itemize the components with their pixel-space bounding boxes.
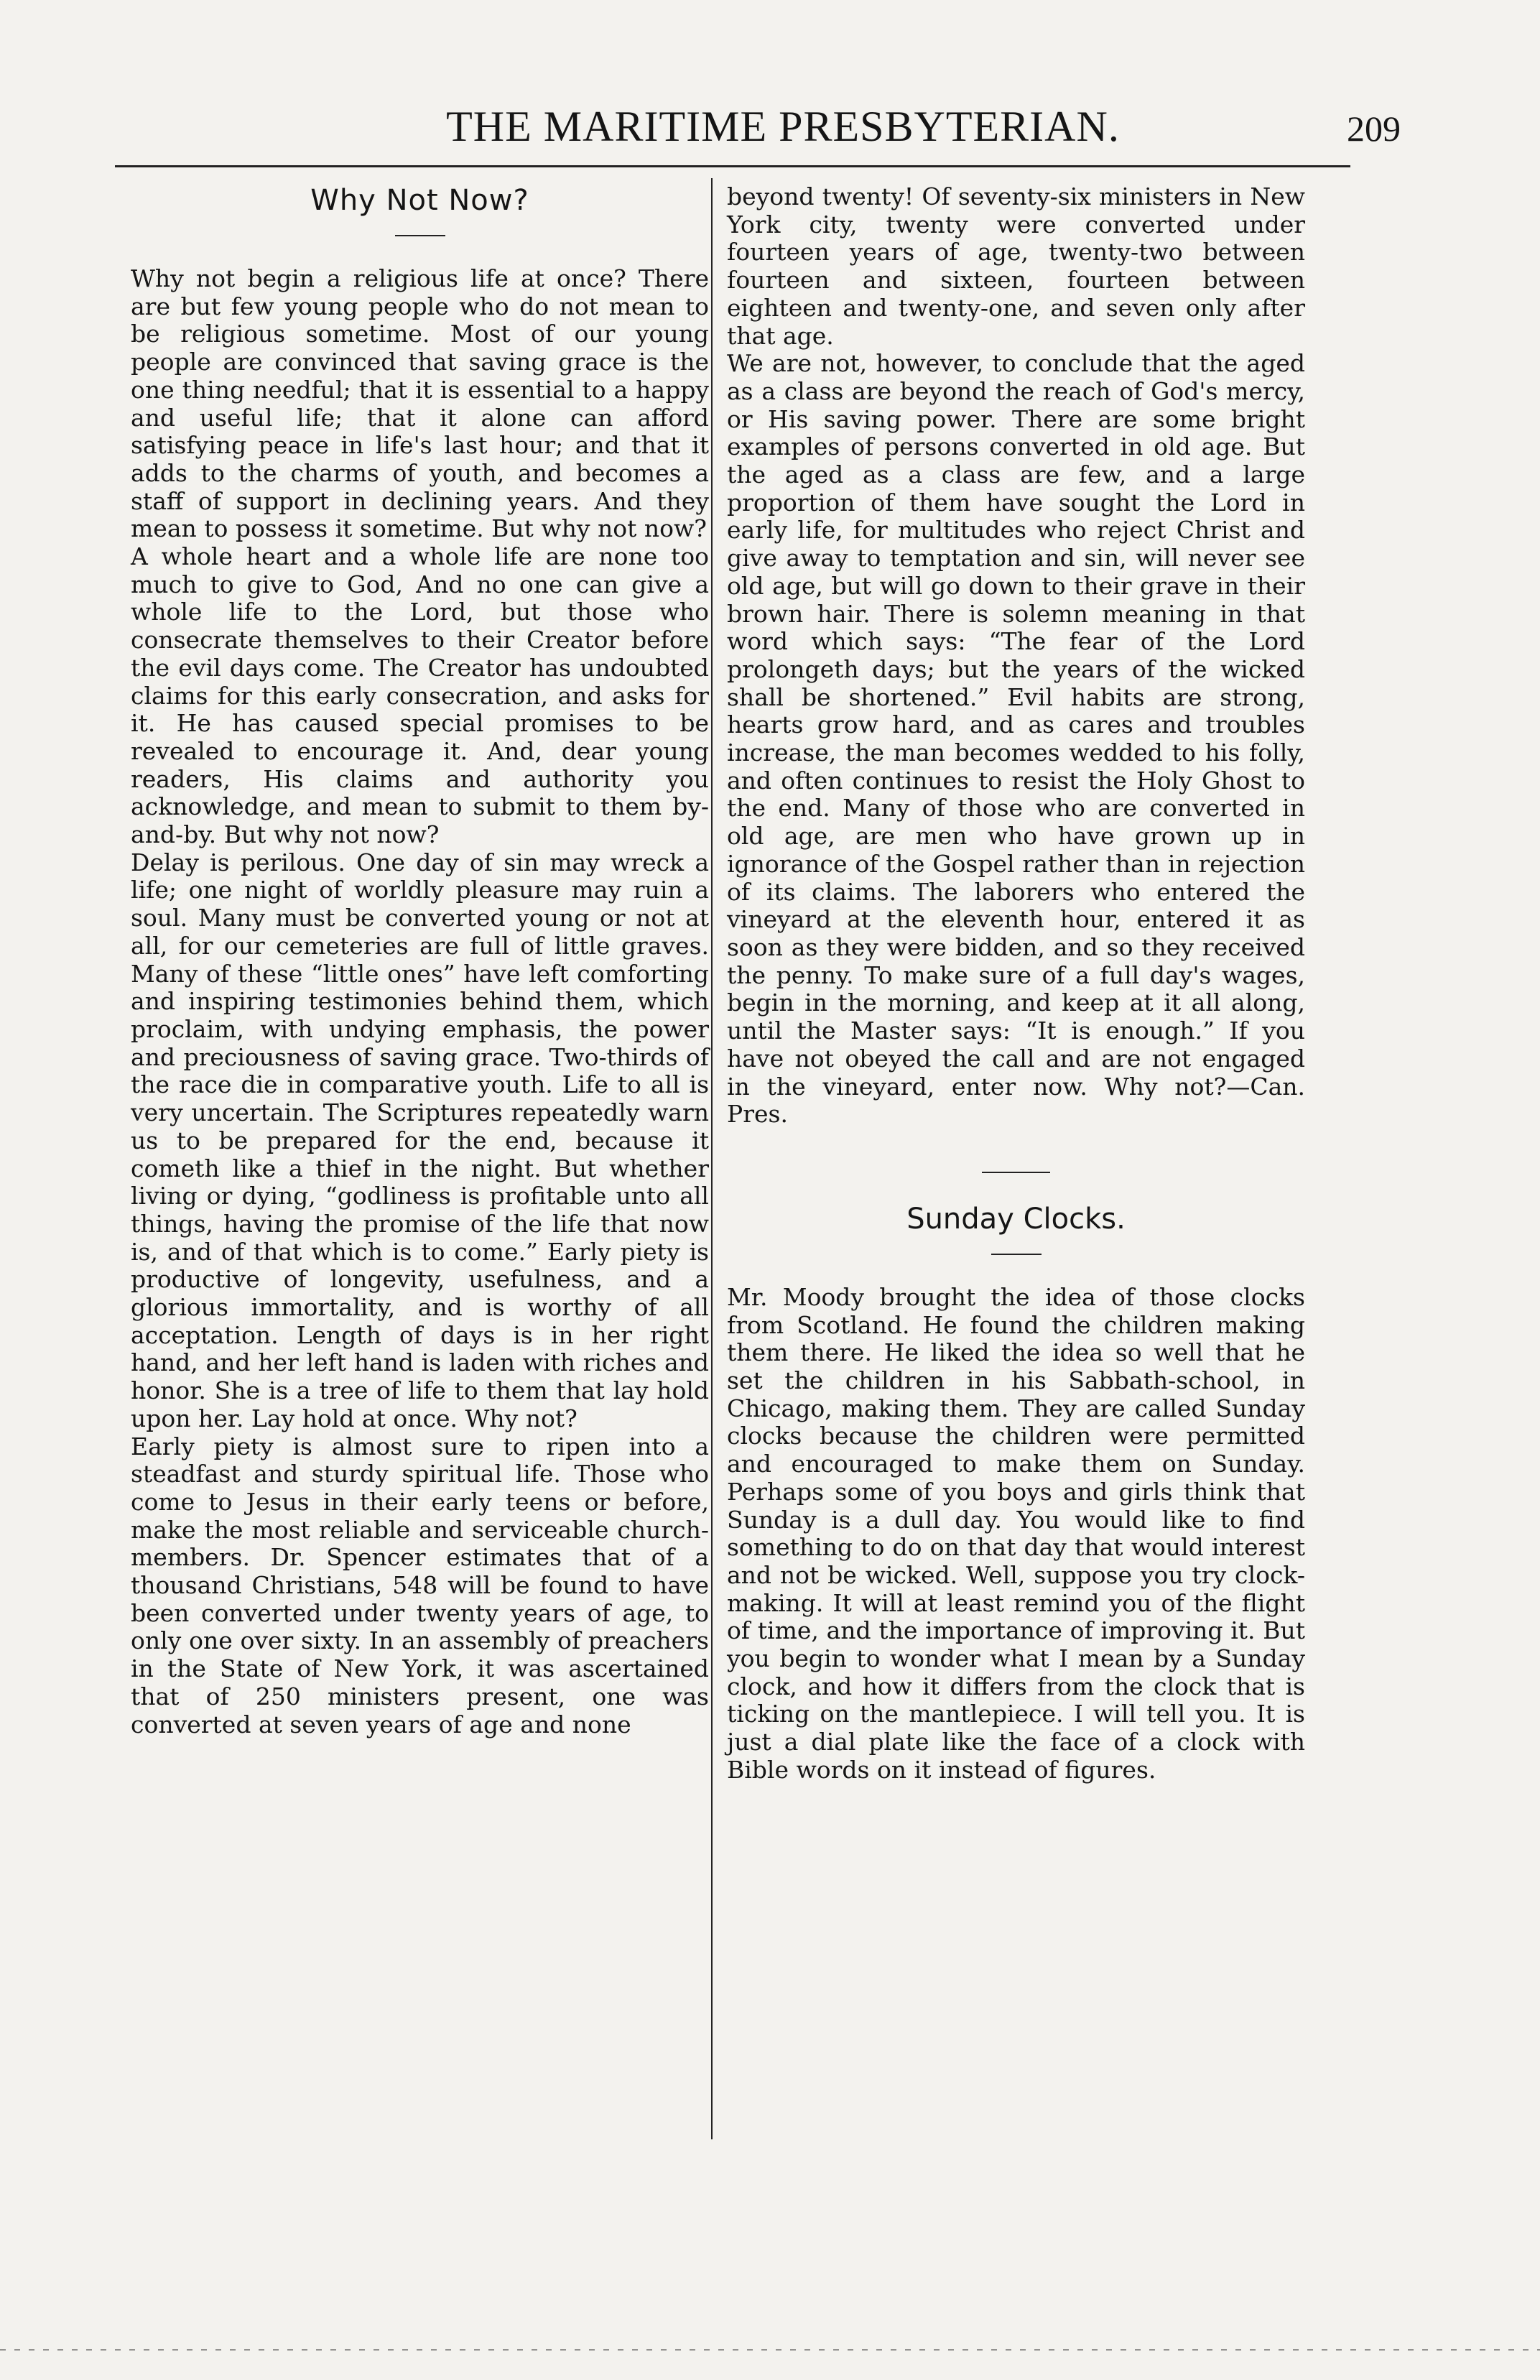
running-title: THE MARITIME PRESBYTERIAN. (446, 103, 1120, 150)
paragraph: Mr. Moody brought the idea of those clocks from Scotland. He found the children making them there. He liked the idea so well that he set the children in his Sabbath-school, in Chicago, making them. They are called Sunday clocks because the children were permitted and encouraged to make them on Sunday. Perhaps some of you boys and girls think that Sunday is a dull day. You would like to find something to do on that day that would interest and not be wicked. Well, suppose you try clock-making. It will at least remind you of the flight of time, and the importance of improving it. But you begin to wonder what I mean by a Sunday clock, and how it differs from the clock that is ticking on the mantlepiece. I will tell you. It is just a dial plate like the face of a clock with Bible words on it instead of figures. (727, 1282, 1305, 1784)
paragraph: beyond twenty! Of seventy-six ministers in New York city, twenty were converted under fourteen years of age, twenty-two between fourteen and sixteen, fourteen between eighteen and twenty-one, and seven only after that age. (727, 182, 1305, 350)
paragraph: We are not, however, to conclude that the aged as a class are beyond the reach of God's mercy, or His saving power. There are some bright examples of persons converted in old age. But the aged as a class are few, and a large proportion of them have sought the Lord in early life, for multitudes who reject Christ and give away to temptation and sin, will never see old age, but will go down to their grave in their brown hair. There is solemn meaning in that word which says: “The fear of the Lord prolongeth days; but the years of the wicked shall be shortened.” Evil habits are strong, hearts grow hard, and as cares and troubles increase, the man becomes wedded to his folly, and often continues to resist the Holy Ghost to the end. Many of those who are converted in old age, are men who have grown up in ignorance of the Gospel rather than in rejection of its claims. The laborers who entered the vineyard at the eleventh hour, entered it as soon as they were bidden, and so they received the penny. To make sure of a full day's wages, begin in the morning, and keep at it all along, until the Master says: “It is enough.” If you have not obeyed the call and are not engaged in the vineyard, enter now. Why not?—Can. Pres. (727, 349, 1305, 1129)
right-column (727, 183, 1305, 2123)
page-header (136, 93, 1415, 162)
section-divider (982, 1172, 1050, 1173)
left-column (131, 183, 709, 2137)
printing-artifact-line (0, 2349, 1540, 2351)
paragraph: Why not begin a religious life at once? There are but few young people who do not mean to be religious sometime. Most of our young people are convinced that saving grace is the one thing needful; that it is essential to a happy and useful life; that it alone can afford satisfying peace in life's last hour; and that it adds to the charms of youth, and becomes a staff of support in declining years. And they mean to possess it sometime. But why not now? (131, 264, 709, 543)
paragraph: A whole heart and a whole life are none too much to give to God, And no one can give a whole life to the Lord, but those who consecrate themselves to their Creator before the evil days come. The Creator has undoubted claims for this early consecration, and asks for it. He has caused special promises to be revealed to encourage it. And, dear young readers, His claims and authority you acknowledge, and mean to submit to them by-and-by. But why not now? (131, 542, 709, 849)
paragraph: Early piety is almost sure to ripen into a steadfast and sturdy spiritual life. Those who come to Jesus in their early teens or before, make the most reliable and serviceable church-members. Dr. Spencer estimates that of a thousand Christians, 548 will be found to have been converted under twenty years of age, to only one over sixty. In an assembly of preachers in the State of New York, it was ascertained that of 250 ministers present, one was converted at seven years of age and none (131, 1432, 709, 1738)
header-rule (115, 165, 1350, 167)
title-rule (991, 1254, 1042, 1255)
page-number: 209 (1347, 108, 1401, 149)
article-title-sunday-clocks: Sunday Clocks. (906, 1202, 1126, 1236)
paragraph: Delay is perilous. One day of sin may wreck a life; one night of worldly pleasure may ruin a soul. Many must be converted young or not at all, for our cemeteries are full of little graves. Many of these “little ones” have left comforting and inspiring testimonies behind them, which proclaim, with undying emphasis, the power and preciousness of saving grace. Two-thirds of the race die in comparative youth. Life to all is very uncertain. The Scriptures repeatedly warn us to be prepared for the end, because it cometh like a thief in the night. But whether living or dying, “godliness is profitable unto all things, having the promise of the life that now is, and of that which is to come.” Early piety is productive of longevity, usefulness, and a glorious immortality, and is worthy of all acceptation. Length of days is in her right hand, and her left hand is laden with riches and honor. She is a tree of life to them that lay hold upon her. Lay hold at once. Why not? (131, 848, 709, 1432)
title-rule (395, 235, 445, 236)
article-title-why-not-now: Why Not Now? (310, 184, 529, 217)
column-rule (711, 178, 713, 2139)
